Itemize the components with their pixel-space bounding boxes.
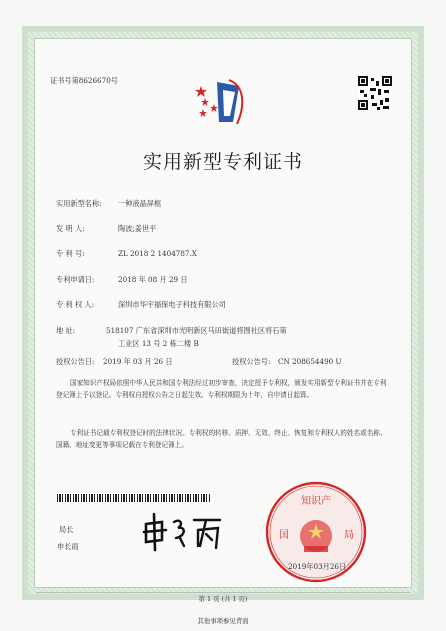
address-line-1: 518107 广东省深圳市光明新区马田街道将围社区将石第 <box>106 326 287 335</box>
body-paragraph: 专利证书记载专利权登记时的法律状况。专利权的转移、质押、无效、终止、恢复和专利权人的姓名或名称、国籍、地址变更等事项记载在专利登记簿上。 <box>56 429 387 449</box>
field-label: 授权公告日: <box>56 357 95 366</box>
page-number: 第 1 页 (共 1 页) <box>198 595 248 603</box>
publication-number: CN 208654490 U <box>278 357 342 366</box>
patentee: 深圳市华宇福保电子科技有限公司 <box>118 300 226 309</box>
certificate-number: 证书号第8626670号 <box>50 76 118 85</box>
field-label: 专利申请日: <box>56 275 95 284</box>
body-paragraph: 国家知识产权局依照中华人民共和国专利法经过初步审查，决定授予专利权，颁发实用新型专利证书并在专利登记簿上予以登记。专利权自授权公告之日起生效。专利权期限为十年，自申请日起算。 <box>56 379 387 399</box>
patent-office-emblem-icon <box>193 76 249 128</box>
grant-date: 2019 年 03 月 26 日 <box>103 357 173 366</box>
field-label: 实用新型名称: <box>56 199 102 208</box>
footer-note: 其他事项参见背面 <box>197 617 249 625</box>
field-label: 地 址: <box>56 326 76 335</box>
application-date: 2018 年 08 月 29 日 <box>118 275 188 284</box>
utility-model-name: 一种液晶屏框 <box>118 199 162 208</box>
certificate-title: 实用新型专利证书 <box>142 151 303 173</box>
field-label: 专 利 号: <box>56 249 85 258</box>
director-name: 申长雨 <box>57 542 79 551</box>
inventors: 陶波;姜世平 <box>118 224 157 233</box>
director-title: 局长 <box>59 525 74 534</box>
svg-text:知识产: 知识产 <box>301 496 331 507</box>
address-line-2: 工业区 13 号 2 栋二楼 B <box>118 339 199 348</box>
seal-date: 2019年03月26日 <box>288 562 347 571</box>
svg-text:局: 局 <box>344 530 354 541</box>
director-signature <box>140 510 226 554</box>
svg-text:国: 国 <box>279 530 289 541</box>
footer-divider <box>36 592 410 593</box>
field-label: 专 利 权 人: <box>56 300 95 309</box>
qr-code <box>358 76 392 110</box>
patent-number: ZL 2018 2 1404787.X <box>118 249 197 258</box>
field-label: 发 明 人: <box>56 224 85 233</box>
field-label: 授权公告号: <box>232 357 271 366</box>
barcode <box>57 494 211 502</box>
